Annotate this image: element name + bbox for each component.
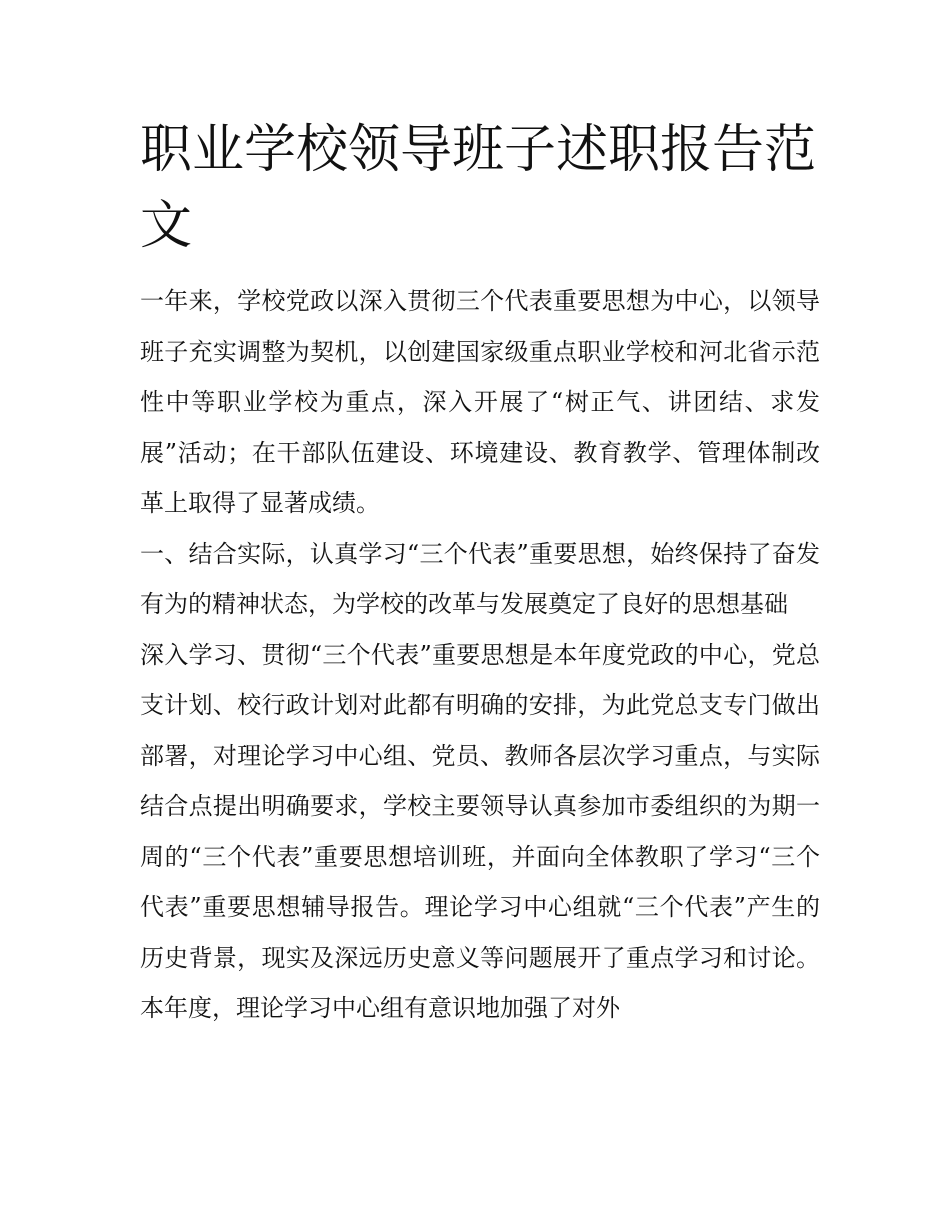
- section-heading-1: 一、结合实际，认真学习“三个代表”重要思想，始终保持了奋发有为的精神状态，为学校的改革与发展奠定了良好的思想基础: [140, 539, 820, 618]
- intro-paragraph: 一年来，学校党政以深入贯彻三个代表重要思想为中心，以领导班子充实调整为契机，以创建国家级重点职业学校和河北省示范性中等职业学校为重点，深入开展了“树正气、讲团结、求发展”活动；在干部队伍建设、环境建设、教育教学、管理体制改革上取得了显著成绩。: [140, 287, 820, 517]
- section-1-paragraph: 深入学习、贯彻“三个代表”重要思想是本年度党政的中心，党总支计划、校行政计划对此都有明确的安排，为此党总支专门做出部署，对理论学习中心组、党员、教师各层次学习重点，与实际结合点提出明确要求，学校主要领导认真参加市委组织的为期一周的“三个代表”重要思想培训班，并面向全体教职了学习“三个代表”重要思想辅导报告。理论学习中心组就“三个代表”产生的历史背景，现实及深远历史意义等问题展开了重点学习和讨论。本年度，理论学习中心组有意识地加强了对外: [140, 640, 820, 1022]
- document-body: [140, 276, 820, 1034]
- document-title: 职业学校领导班子述职报告范文: [140, 120, 817, 256]
